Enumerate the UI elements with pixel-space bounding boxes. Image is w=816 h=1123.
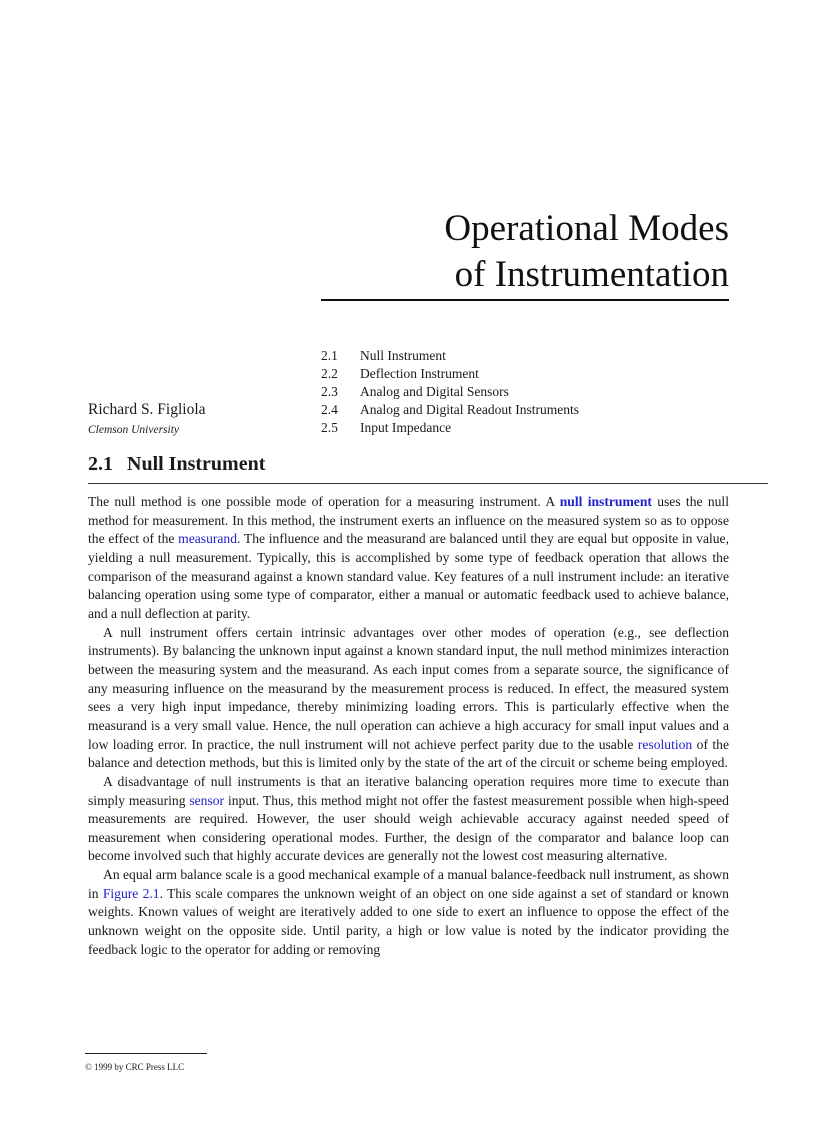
link-measurand[interactable]: measurand — [178, 531, 238, 547]
toc-item-number: 2.2 — [321, 366, 338, 382]
toc-item-label: Analog and Digital Readout Instruments — [360, 402, 579, 418]
paragraph: The null method is one possible mode of operation for a measuring instrument. A null instrument uses the null method for measurement. In this method, the instrument exerts an influence on the measured system so as to oppose the effect of the measurand. The influence and the measurand are balanced until they are equal but opposite in value, yielding a null measurement. Typically, this is accomplished by some type of feedback operation that allows the comparison of the measurand against a known standard value. Key features of a null instrument include: an iterative balancing operation using some type of comparator, either a manual or automatic feedback used to achieve balance, and a null deflection at parity. — [88, 494, 729, 621]
section-number: 2.1 — [88, 453, 113, 475]
toc-item-label: Analog and Digital Sensors — [360, 384, 509, 400]
toc-item-number: 2.5 — [321, 420, 338, 436]
toc-item[interactable] — [321, 401, 579, 419]
section-title: Null Instrument — [127, 453, 266, 475]
toc-item-number: 2.1 — [321, 348, 338, 363]
link-null-instrument[interactable]: null instrument — [559, 494, 652, 509]
copyright-footnote: © 1999 by CRC Press LLC — [85, 1062, 185, 1072]
author-block — [88, 400, 206, 439]
title-rule — [321, 299, 729, 301]
toc-item[interactable] — [321, 419, 579, 437]
chapter-title-line2: of Instrumentation — [454, 254, 729, 295]
paragraph: A disadvantage of null instruments is that an iterative balancing operation requires more time to execute than simply measuring sensor input. Thus, this method might not offer the fastest measurement possible when high-speed measurements are required. However, the user should weigh achievable accuracy against needed speed of measurement when considering operational modes. Further, the design of the comparator and balance loop can become involved such that highly accurate devices are generally not the lowest cost measuring alternative. — [88, 773, 729, 864]
body-text — [88, 493, 729, 959]
toc-item[interactable] — [321, 347, 579, 365]
link-sensor[interactable]: sensor — [189, 792, 225, 808]
link-figure-2-1[interactable]: Figure 2.1 — [102, 885, 160, 901]
section-rule — [88, 483, 768, 484]
toc-item-number: 2.4 — [321, 402, 338, 418]
section-heading — [88, 453, 265, 476]
link-resolution[interactable]: resolution — [637, 736, 693, 752]
toc-item-label: Deflection Instrument — [360, 366, 479, 382]
paragraph: A null instrument offers certain intrinsic advantages over other modes of operation (e.g., see deflection instruments). By balancing the unknown input against a known standard input, the null method minimizes interaction between the measuring system and the measurand. As each input comes from a separate source, the significance of any measuring influence on the measurand by the measurement process is reduced. In effect, the measured system sees a very high input impedance, thereby minimizing loading errors. This is particularly effective when the measurand is a very small value. Hence, the null operation can achieve a high accuracy for small input values and a low loading error. In practice, the null instrument will not achieve perfect parity due to the usable resolution of the balance and detection methods, but this is limited only by the state of the art of the circuit or scheme being employed. — [88, 624, 729, 771]
toc-item[interactable] — [321, 365, 579, 383]
footnote-rule — [85, 1053, 207, 1054]
toc-item-label: Input Impedance — [360, 420, 452, 436]
toc-item[interactable] — [321, 383, 579, 401]
chapter-title-line1: Operational Modes — [444, 208, 729, 249]
paragraph: An equal arm balance scale is a good mechanical example of a manual balance-feedback null instrument, as shown in Figure 2.1. This scale compares the unknown weight of an object on one side against a set of standard or known weights. Known values of weight are iteratively added to one side to exert an influence to oppose the effect of the unknown weight on the opposite side. Until parity, a high or low value is noted by the indicator providing the feedback logic to the operator for adding or removing — [88, 867, 729, 957]
toc-item-number: 2.3 — [321, 384, 338, 400]
chapter-title — [444, 206, 729, 298]
toc-item-label: Null Instrument — [360, 348, 446, 363]
author-name: Richard S. Figliola — [88, 401, 206, 418]
table-of-contents — [321, 347, 579, 437]
author-affiliation: Clemson University — [88, 424, 180, 436]
